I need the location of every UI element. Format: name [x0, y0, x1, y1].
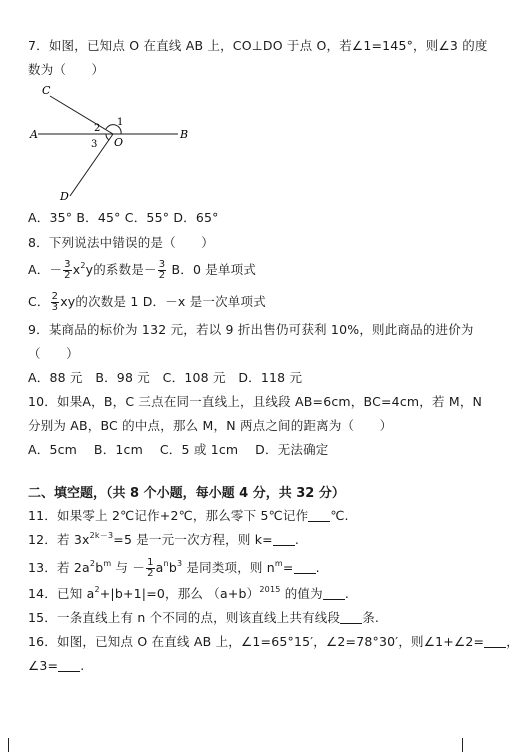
q7-stem-line2: 数为（ ） [28, 62, 105, 77]
label-angle-3: 3 [91, 139, 98, 150]
page-corner-mark [8, 738, 9, 752]
q9-paren: （ ） [28, 346, 79, 361]
q15: 15．一条直线上有 n 个不同的点，则该直线上共有线段 条. [28, 610, 380, 625]
fraction: $\frac{3}{2}$ [158, 259, 166, 281]
q9-stem: 9．某商品的标价为 132 元，若以 9 折出售仍可获利 10%，则此商品的进价为 [28, 322, 474, 337]
answer-blank[interactable] [273, 533, 295, 546]
q16-line1: 16．如图，已知点 O 在直线 AB 上，∠1=65°15′，∠2=78°30′，则∠1+∠2= ， [28, 634, 519, 649]
label-c: C [42, 84, 51, 97]
answer-blank[interactable] [58, 659, 80, 672]
q8-option-cd: C． $\frac{2}{3}$ xy的次数是 1 D．－x 是一次单项式 [28, 291, 266, 313]
label-d: D [60, 190, 69, 203]
angle-arc-3 [106, 134, 109, 140]
q10-stem-line1: 10．如果A，B，C 三点在同一直线上，且线段 AB=6cm，BC=4cm，若 M，N [28, 394, 483, 409]
label-angle-2: 2 [94, 123, 101, 134]
answer-blank[interactable] [294, 561, 316, 574]
answer-blank[interactable] [308, 509, 330, 522]
q10-stem-line2: 分别为 AB，BC 的中点，那么 M，N 两点之间的距离为（ ） [28, 418, 393, 433]
answer-blank[interactable] [340, 611, 362, 624]
q12: 12．若 $3x^{2k-3}=5$ 是一元一次方程，则 k= . [28, 531, 300, 547]
q14: 14．已知 $a^2+|b+1|=0$，那么 $(a+b)^{2015}$ 的值为 . [28, 585, 350, 601]
q7-stem-line1: 7．如图，已知点 O 在直线 AB 上，CO⊥DO 于点 O，若∠1=145°，则∠3 的度 [28, 38, 488, 53]
q10-options: A．5cm B．1cm C．5 或 1cm D．无法确定 [28, 442, 329, 457]
q16-line2: ∠3= . [28, 658, 85, 673]
fraction: $\frac{3}{2}$ [64, 259, 71, 281]
fraction: $\frac{1}{2}$ [147, 557, 154, 579]
q8-stem: 8．下列说法中错误的是（ ） [28, 235, 214, 250]
ray-oc [50, 96, 113, 134]
answer-blank[interactable] [484, 635, 506, 648]
q8-option-ab: A．－ $\frac{3}{2}$ $x^2y$的系数是－ $\frac{3}{2}$ B．0 是单项式 [28, 259, 257, 281]
q7-options: A．35° B．45° C．55° D．65° [28, 210, 219, 225]
q9-options: A．88 元 B．98 元 C．108 元 D．118 元 [28, 370, 303, 385]
page-corner-mark [462, 738, 463, 752]
label-b: B [180, 128, 189, 141]
q7-angle-figure [28, 84, 198, 202]
q13: 13．若 $2a^2b^m$ 与 － $\frac{1}{2}$ $a^nb^3$ 是同类项，则 $n^m=$ . [28, 557, 320, 579]
label-a: A [30, 128, 38, 141]
q11: 11．如果零上 2℃记作+2℃，那么零下 5℃记作 ℃. [28, 508, 349, 523]
answer-blank[interactable] [323, 587, 345, 600]
label-o: O [114, 136, 124, 149]
fraction: $\frac{2}{3}$ [51, 291, 59, 313]
section-heading: 二、填空题，（共 8 个小题，每小题 4 分，共 32 分） [28, 486, 345, 501]
label-angle-1: 1 [117, 117, 124, 128]
